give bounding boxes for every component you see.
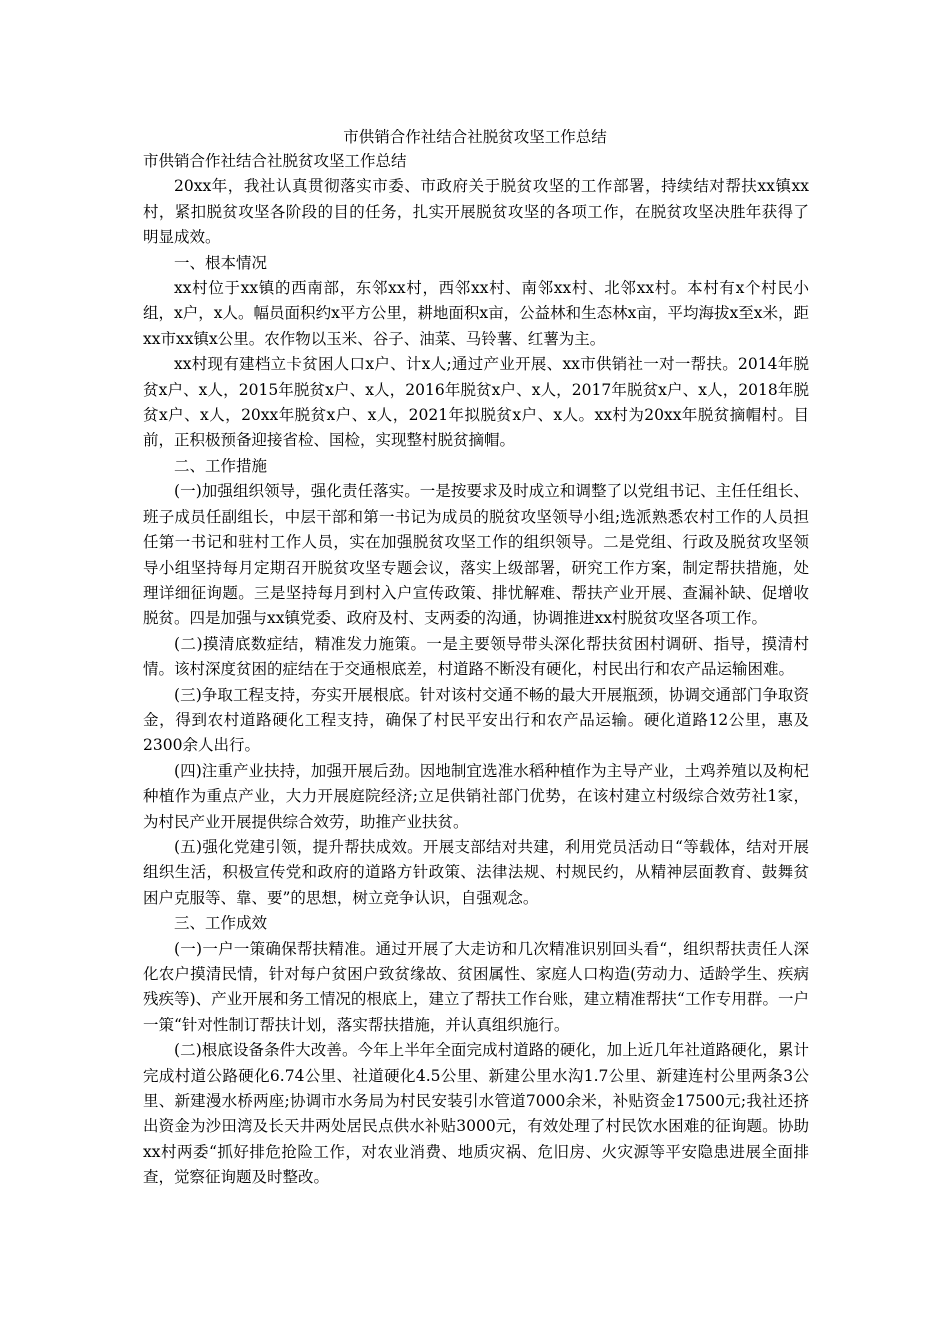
paragraph: (二)摸清底数症结，精准发力施策。一是主要领导带头深化帮扶贫困村调研、指导，摸清村情。该村深度贫困的症结在于交通根底差，村道路不断没有硬化，村民出行和农产品运输困难。 (143, 634, 809, 679)
intro-paragraph: 20xx年，我社认真贯彻落实市委、市政府关于脱贫攻坚的工作部署，持续结对帮扶xx镇xx村，紧扣脱贫攻坚各阶段的目的任务，扎实开展脱贫攻坚的各项工作，在脱贫攻坚决胜年获得了明显成效。 (143, 177, 809, 247)
paragraph: (三)争取工程支持，夯实开展根底。针对该村交通不畅的最大开展瓶颈，协调交通部门争取资金，得到农村道路硬化工程支持，确保了村民平安出行和农产品运输。硬化道路12公里，惠及2300余人出行。 (143, 685, 809, 755)
section-heading-work-results: 三、工作成效 (174, 914, 268, 933)
paragraph: (一)加强组织领导，强化责任落实。一是按要求及时成立和调整了以党组书记、主任任组长、班子成员任副组长，中层干部和第一书记为成员的脱贫攻坚领导小组;选派熟悉农村工作的人员担任第一书记和驻村工作人员，实在加强脱贫攻坚工作的组织领导。二是党组、行政及脱贫攻坚领导小组坚持每月定期召开脱贫攻坚专题会议，落实上级部署，研究工作方案，制定帮扶措施，处理详细征询题。三是坚持每月到村入户宣传政策、排忧解难、帮扶产业开展、查漏补缺、促增收脱贫。四是加强与xx镇党委、政府及村、支两委的沟通，协调推进xx村脱贫攻坚各项工作。 (143, 482, 809, 628)
section-heading-work-measures: 二、工作措施 (174, 456, 268, 475)
paragraph: (四)注重产业扶持，加强开展后劲。因地制宜选准水稻种植作为主导产业，土鸡养殖以及枸杞种植作为重点产业，大力开展庭院经济;立足供销社部门优势，在该村建立村级综合效劳社1家，为村民产业开展提供综合效劳，助推产业扶贫。 (143, 761, 809, 831)
paragraph: xx村现有建档立卡贫困人口x户、计x人;通过产业开展、xx市供销社一对一帮扶。2014年脱贫x户、x人，2015年脱贫x户、x人，2016年脱贫x户、x人，2017年脱贫x户、x人，2018年脱贫x户、x人，20xx年脱贫x户、x人，2021年拟脱贫x户、x人。xx村为20xx年脱贫摘帽村。目前，正积极预备迎接省检、国检，实现整村脱贫摘帽。 (143, 355, 809, 450)
document-title: 市供销合作社结合社脱贫攻坚工作总结 (343, 128, 607, 146)
paragraph: (一)一户一策确保帮扶精准。通过开展了大走访和几次精准识别回头看“，组织帮扶责任人深化农户摸清民情，针对每户贫困户致贫缘故、贫困属性、家庭人口构造(劳动力、适龄学生、疾病残疾等)、产业开展和务工情况的根底上，建立了帮扶工作台账，建立精准帮扶“工作专用群。一户一策“针对性制订帮扶计划，落实帮扶措施，并认真组织施行。 (143, 939, 809, 1034)
document-subtitle: 市供销合作社结合社脱贫攻坚工作总结 (143, 152, 407, 170)
paragraph: xx村位于xx镇的西南部，东邻xx村，西邻xx村、南邻xx村、北邻xx村。本村有x个村民小组，x户，x人。幅员面积约x平方公里，耕地面积x亩，公益林和生态林x亩，平均海拔x至x米，距xx市xx镇x公里。农作物以玉米、谷子、油菜、马铃薯、红薯为主。 (143, 279, 809, 348)
paragraph: (二)根底设备条件大改善。今年上半年全面完成村道路的硬化，加上近几年社道路硬化，累计完成村道公路硬化6.74公里、社道硬化4.5公里、新建公里水沟1.7公里、新建连村公里两条3公里、新建漫水桥两座;协调市水务局为村民安装引水管道7000余米，补贴资金17500元;我社还挤出资金为沙田湾及长天井两处居民点供水补贴3000元，有效处理了村民饮水困难的征询题。协助xx村两委“抓好排危抢险工作，对农业消费、地质灾祸、危旧房、火灾源等平安隐患进展全面排查，觉察征询题及时整改。 (143, 1041, 809, 1187)
paragraph: (五)强化党建引领，提升帮扶成效。开展支部结对共建，利用党员活动日“等载体，结对开展组织生活，积极宣传党和政府的道路方针政策、法律法规、村规民约，从精神层面教育、鼓舞贫困户克服等、靠、要”的思想，树立竞争认识，自强观念。 (143, 837, 809, 907)
section-heading-basic-situation: 一、根本情况 (174, 253, 268, 272)
document-body (143, 149, 809, 1191)
